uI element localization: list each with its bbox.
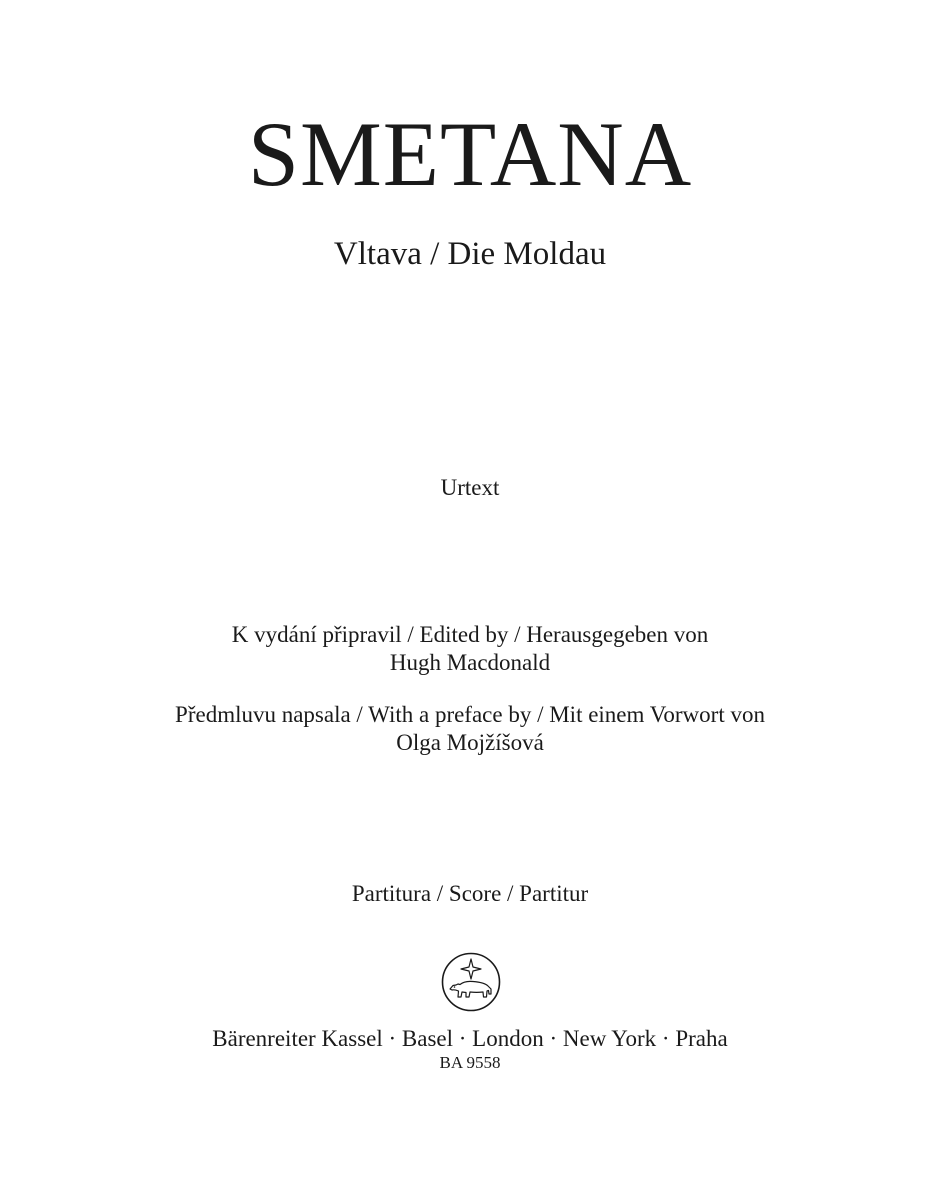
preface-author: Olga Mojžíšová xyxy=(396,730,544,755)
edition-type: Urtext xyxy=(440,475,500,500)
composer-name: SMETANA xyxy=(247,103,693,205)
catalog-number: BA 9558 xyxy=(439,1053,501,1072)
editor-credit: K vydání připravil / Edited by / Herausgegeben von xyxy=(231,622,709,647)
baerenreiter-bear-star-icon xyxy=(441,952,501,1012)
preface-credit: Předmluvu napsala / With a preface by / Mit einem Vorwort von xyxy=(175,702,765,727)
work-title: Vltava / Die Moldau xyxy=(333,236,607,272)
score-format: Partitura / Score / Partitur xyxy=(351,881,589,906)
publisher-locations: Bärenreiter Kassel · Basel · London · New York · Praha xyxy=(212,1026,728,1051)
editor-name: Hugh Macdonald xyxy=(389,650,551,675)
